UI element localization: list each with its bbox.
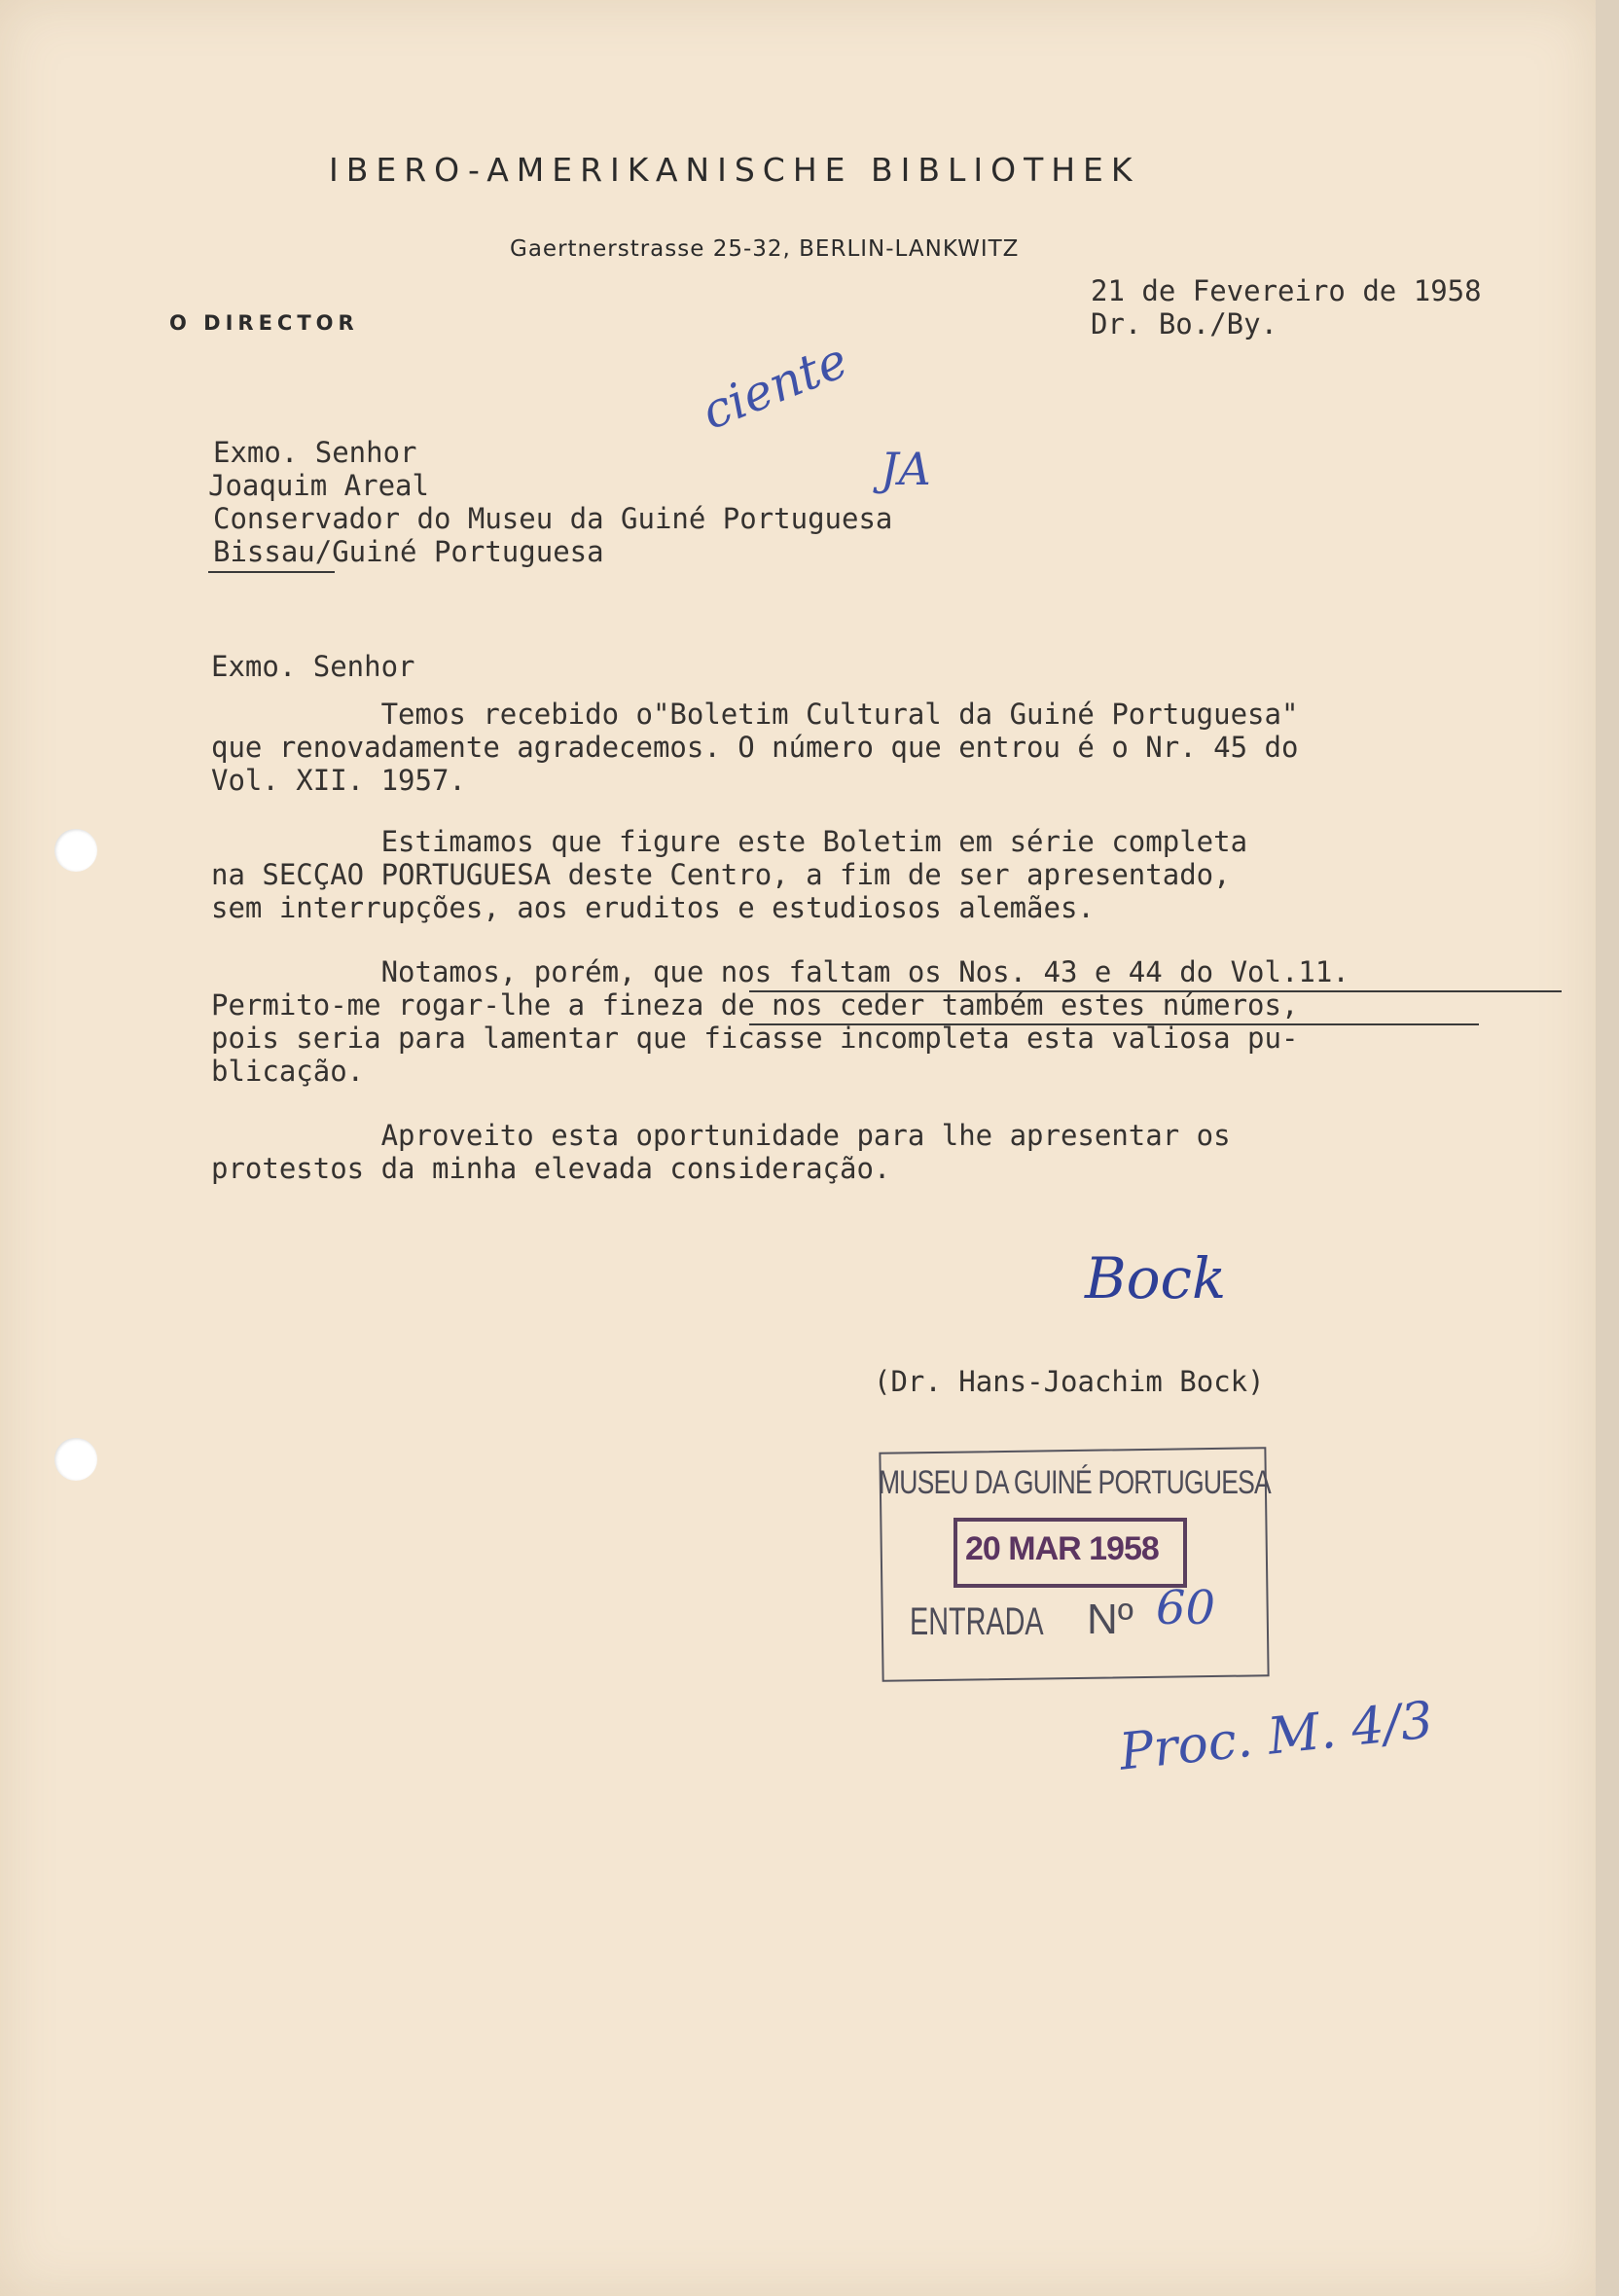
- letterhead-institution: IBERO-AMERIKANISCHE BIBLIOTHEK: [329, 151, 1140, 189]
- letterhead-address: Gaertnerstrasse 25-32, BERLIN-LANKWITZ: [510, 236, 1020, 262]
- recipient-salutation: Exmo. Senhor: [213, 436, 417, 469]
- paragraph-3-line-4: blicação.: [211, 1055, 365, 1088]
- page-edge: [1596, 0, 1619, 2296]
- stamp-date: 20 MAR 1958: [965, 1530, 1159, 1567]
- paragraph-4-line-1: Aproveito esta oportunidade para lhe apresentar os: [211, 1119, 1231, 1152]
- typed-signature-name: (Dr. Hans-Joachim Bock): [874, 1365, 1265, 1398]
- letter-reference: Dr. Bo./By.: [1091, 307, 1278, 341]
- paragraph-1-line-1: Temos recebido o"Boletim Cultural da Guiné Portuguesa": [211, 698, 1299, 731]
- letterhead-role: O DIRECTOR: [169, 311, 359, 335]
- handwritten-initials: JA: [881, 443, 931, 495]
- paragraph-3-line-2: Permito-me rogar-lhe a fineza de nos ceder também estes números,: [211, 988, 1299, 1022]
- paragraph-1-line-2: que renovadamente agradecemos. O número que entrou é o Nr. 45 do: [211, 731, 1299, 764]
- paragraph-4-line-2: protestos da minha elevada consideração.: [211, 1152, 891, 1185]
- recipient-place: Bissau/Guiné Portuguesa: [213, 535, 604, 568]
- paragraph-2-line-1: Estimamos que figure este Boletim em série completa: [211, 825, 1248, 858]
- recipient-name: Joaquim Areal: [208, 469, 429, 502]
- paragraph-2-line-2: na SECÇAO PORTUGUESA deste Centro, a fim de ser apresentado,: [211, 858, 1231, 891]
- stamp-museum-name: MUSEU DA GUINÉ PORTUGUESA: [879, 1464, 1271, 1501]
- punch-hole-bottom: [54, 1438, 97, 1481]
- letter-date: 21 de Fevereiro de 1958: [1091, 274, 1482, 307]
- stamp-number-label: Nº: [1087, 1596, 1133, 1643]
- letter-greeting: Exmo. Senhor: [211, 650, 415, 683]
- paragraph-3-line-1: Notamos, porém, que nos faltam os Nos. 43 e 44 do Vol.11.: [211, 955, 1349, 988]
- handwritten-signature: Bock: [1085, 1245, 1227, 1311]
- paragraph-3-line-3: pois seria para lamentar que ficasse incompleta esta valiosa pu-: [211, 1022, 1299, 1055]
- paragraph-1-line-3: Vol. XII. 1957.: [211, 764, 466, 797]
- recipient-place-underline: [208, 571, 335, 573]
- handwritten-process-ref: Proc. M. 4/3: [1116, 1691, 1436, 1782]
- paragraph-2-line-3: sem interrupções, aos eruditos e estudiosos alemães.: [211, 891, 1095, 924]
- punch-hole-top: [54, 829, 97, 872]
- handwritten-ciente: ciente: [694, 331, 856, 441]
- stamp-entry-number: 60: [1156, 1581, 1216, 1635]
- stamp-entrada-label: ENTRADA: [910, 1600, 1044, 1643]
- recipient-position: Conservador do Museu da Guiné Portuguesa: [213, 502, 893, 535]
